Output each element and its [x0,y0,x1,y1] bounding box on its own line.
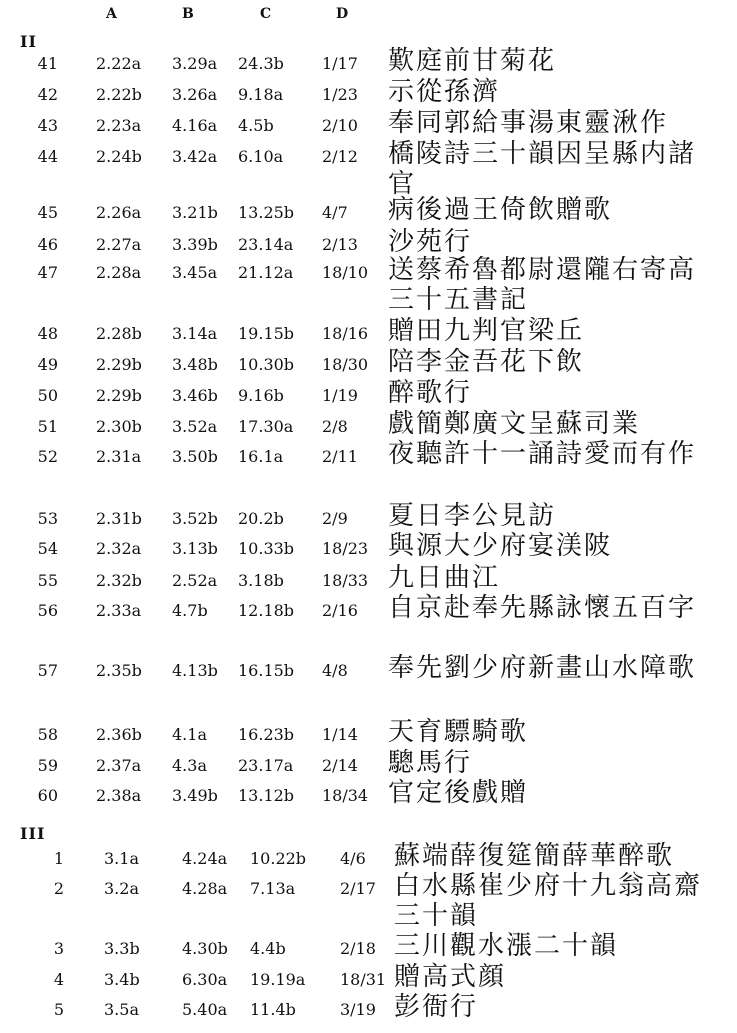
row-number: 41 [37,54,58,73]
row-number: 48 [37,324,58,343]
value-d: 2/13 [322,235,358,254]
table-row [0,108,737,140]
value-d: 1/23 [322,85,358,104]
row-number: 3 [53,939,64,958]
value-d: 18/33 [322,571,369,590]
table-row [0,563,737,595]
value-d: 3/19 [340,1000,376,1019]
value-c: 10.30b [238,355,295,374]
value-b: 3.50b [172,447,218,466]
value-c: 19.19a [250,970,306,989]
column-header-a: A [106,6,117,22]
value-a: 3.3b [104,939,140,958]
table-row [0,962,737,994]
table-row [0,139,737,199]
poem-title: 蘇端薛復筵簡薛華醉歌 [394,841,675,871]
value-c: 6.10a [238,147,284,166]
value-d: 2/10 [322,116,358,135]
value-b: 3.13b [172,539,218,558]
value-d: 2/12 [322,147,358,166]
row-number: 44 [37,147,58,166]
value-d: 2/16 [322,601,358,620]
value-a: 2.22a [96,54,142,73]
value-a: 2.24b [96,147,142,166]
value-d: 18/23 [322,539,369,558]
value-d: 1/14 [322,725,358,744]
table-row [0,653,737,685]
poem-title: 戲簡鄭廣文呈蘇司業 [388,409,641,439]
value-c: 9.16b [238,386,284,405]
row-number: 50 [37,386,58,405]
table-row [0,347,737,379]
table-row [0,77,737,109]
poem-title: 與源大少府宴渼陂 [388,531,613,561]
table-row [0,717,737,749]
value-b: 3.42a [172,147,218,166]
row-number: 2 [53,879,64,898]
poem-title: 九日曲江 [388,563,501,593]
value-a: 3.4b [104,970,140,989]
table-row [0,992,737,1024]
value-b: 3.48b [172,355,218,374]
value-d: 18/31 [340,970,387,989]
table-row [0,531,737,563]
table-row [0,501,737,533]
value-a: 2.26a [96,203,142,222]
row-number: 1 [53,849,64,868]
value-b: 3.52b [172,509,218,528]
value-c: 11.4b [250,1000,296,1019]
table-row [0,255,737,315]
value-c: 20.2b [238,509,284,528]
value-a: 2.33a [96,601,142,620]
poem-title: 醉歌行 [388,378,473,408]
row-number: 57 [37,661,58,680]
row-number: 59 [37,756,58,775]
value-b: 3.49b [172,786,218,805]
value-b: 4.30b [182,939,228,958]
value-c: 16.15b [238,661,295,680]
row-number: 58 [37,725,58,744]
value-c: 4.4b [250,939,286,958]
value-c: 10.22b [250,849,307,868]
row-number: 42 [37,85,58,104]
poem-title: 夜聽許十一誦詩愛而有作 [388,439,697,469]
section-label: III [20,824,46,843]
value-d: 4/7 [322,203,348,222]
value-a: 2.29b [96,355,142,374]
value-b: 3.46b [172,386,218,405]
value-a: 2.31a [96,447,142,466]
value-b: 2.52a [172,571,218,590]
poem-title: 贈高式顔 [394,962,507,992]
poem-title: 送蔡希魯都尉還隴右寄高三十五書記 [388,255,697,315]
column-header-c: C [260,6,272,22]
value-d: 4/8 [322,661,348,680]
row-number: 54 [37,539,58,558]
table-row [0,841,737,873]
poem-title: 奉先劉少府新畫山水障歌 [388,653,697,683]
row-number: 5 [53,1000,64,1019]
poem-title: 橋陵詩三十韻因呈縣内諸官 [388,139,697,199]
value-d: 1/17 [322,54,358,73]
row-number: 47 [37,263,58,282]
value-d: 18/30 [322,355,369,374]
table-row [0,316,737,348]
poem-title: 示從孫濟 [388,77,501,107]
value-c: 23.14a [238,235,294,254]
value-a: 3.1a [104,849,139,868]
poem-title: 驄馬行 [388,748,473,778]
value-a: 2.37a [96,756,142,775]
value-a: 2.38a [96,786,142,805]
value-b: 6.30a [182,970,228,989]
row-number: 51 [37,417,58,436]
value-a: 2.31b [96,509,142,528]
row-number: 55 [37,571,58,590]
value-c: 10.33b [238,539,295,558]
section-label: II [20,32,37,51]
poem-title: 白水縣崔少府十九翁高齋三十韻 [394,871,703,931]
value-d: 18/10 [322,263,369,282]
value-c: 23.17a [238,756,294,775]
row-number: 46 [37,235,58,254]
table-row [0,931,737,963]
value-d: 2/18 [340,939,376,958]
value-c: 17.30a [238,417,294,436]
value-a: 2.27a [96,235,142,254]
value-d: 18/16 [322,324,369,343]
value-b: 4.7b [172,601,208,620]
value-a: 3.2a [104,879,139,898]
value-a: 2.32a [96,539,142,558]
value-c: 21.12a [238,263,294,282]
value-b: 3.21b [172,203,218,222]
value-a: 2.30b [96,417,142,436]
value-a: 2.32b [96,571,142,590]
row-number: 56 [37,601,58,620]
poem-title: 奉同郭給事湯東靈湫作 [388,108,669,138]
value-d: 1/19 [322,386,358,405]
table-row [0,748,737,780]
value-a: 3.5a [104,1000,139,1019]
value-b: 3.52a [172,417,218,436]
poem-title: 自京赴奉先縣詠懷五百字 [388,593,697,623]
value-b: 5.40a [182,1000,228,1019]
value-d: 2/8 [322,417,348,436]
row-number: 52 [37,447,58,466]
value-c: 9.18a [238,85,284,104]
table-row [0,778,737,810]
row-number: 53 [37,509,58,528]
poem-title: 沙苑行 [388,227,473,257]
row-number: 49 [37,355,58,374]
value-b: 3.29a [172,54,218,73]
poem-title: 歎庭前甘菊花 [388,46,557,76]
value-a: 2.23a [96,116,142,135]
value-d: 2/14 [322,756,358,775]
table-row [0,378,737,410]
row-number: 4 [53,970,64,989]
table-row [0,46,737,78]
table-row [0,593,737,625]
poem-title: 夏日李公見訪 [388,501,557,531]
value-c: 16.1a [238,447,284,466]
value-c: 13.12b [238,786,295,805]
value-c: 24.3b [238,54,284,73]
value-d: 4/6 [340,849,366,868]
value-d: 18/34 [322,786,369,805]
value-a: 2.29b [96,386,142,405]
poem-title: 三川觀水漲二十韻 [394,931,619,961]
value-b: 4.16a [172,116,218,135]
column-header-b: B [182,6,194,22]
value-c: 7.13a [250,879,296,898]
value-b: 3.26a [172,85,218,104]
value-c: 12.18b [238,601,295,620]
value-b: 4.28a [182,879,228,898]
value-b: 4.13b [172,661,218,680]
table-row [0,195,737,227]
value-a: 2.22b [96,85,142,104]
value-b: 4.24a [182,849,228,868]
value-a: 2.28b [96,324,142,343]
row-number: 43 [37,116,58,135]
value-b: 3.45a [172,263,218,282]
value-d: 2/9 [322,509,348,528]
table-row [0,871,737,931]
row-number: 60 [37,786,58,805]
column-header-d: D [336,6,349,22]
value-c: 19.15b [238,324,295,343]
poem-title: 陪李金吾花下飲 [388,347,585,377]
table-row [0,439,737,471]
value-b: 4.1a [172,725,207,744]
value-c: 13.25b [238,203,295,222]
value-a: 2.28a [96,263,142,282]
value-c: 4.5b [238,116,274,135]
poem-title: 病後過王倚飲贈歌 [388,195,613,225]
value-b: 3.39b [172,235,218,254]
value-d: 2/17 [340,879,376,898]
value-a: 2.35b [96,661,142,680]
value-a: 2.36b [96,725,142,744]
table-row [0,409,737,441]
poem-title: 贈田九判官梁丘 [388,316,585,346]
value-c: 16.23b [238,725,295,744]
poem-title: 彭衙行 [394,992,479,1022]
row-number: 45 [37,203,58,222]
value-b: 4.3a [172,756,207,775]
poem-title: 官定後戲贈 [388,778,529,808]
value-c: 3.18b [238,571,284,590]
value-d: 2/11 [322,447,358,466]
value-b: 3.14a [172,324,218,343]
poem-title: 天育驃騎歌 [388,717,529,747]
